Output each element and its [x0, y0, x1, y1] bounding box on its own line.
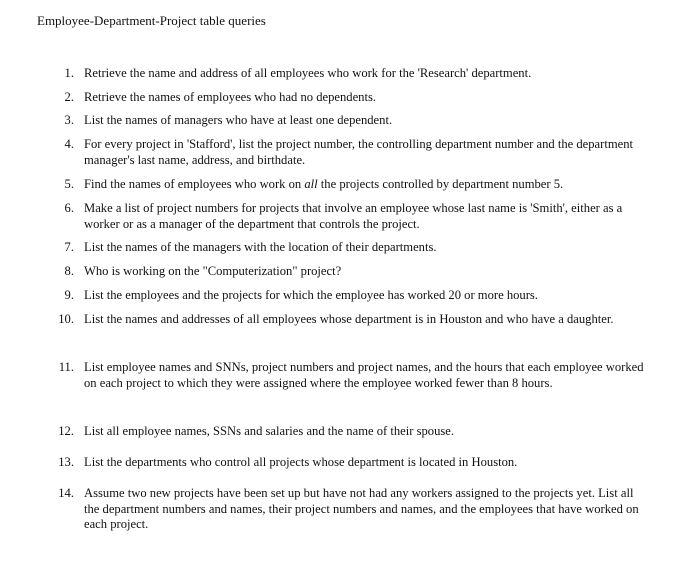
- question-text: List the names of the managers with the location of their departments.: [84, 240, 437, 254]
- question-number: 3.: [64, 113, 74, 127]
- question-number: 11.: [58, 360, 74, 374]
- question-text-part: the projects controlled by department number 5.: [317, 177, 564, 191]
- question-text: List the names of managers who have at least one dependent.: [84, 113, 393, 127]
- question-text: List the departments who control all projects whose department is located in Houston.: [84, 455, 518, 469]
- question-text: List all employee names, SSNs and salaries and the name of their spouse.: [84, 424, 455, 438]
- question-text-emphasis: all: [304, 177, 318, 191]
- question-number: 6.: [64, 201, 74, 215]
- question-number: 10.: [58, 312, 74, 326]
- question-number: 4.: [64, 137, 74, 151]
- question-text: [84, 177, 644, 193]
- question-number: 7.: [64, 240, 74, 254]
- question-text: Retrieve the name and address of all employees who work for the 'Research' department.: [84, 66, 532, 80]
- question-text: List the names and addresses of all employees whose department is in Houston and who have a daughter.: [84, 312, 614, 326]
- question-number: 14.: [58, 486, 74, 500]
- question-number: 9.: [64, 288, 74, 302]
- question-text: For every project in 'Stafford', list the project number, the controlling department number and the department manager's last name, address, and birthdate.: [84, 137, 634, 167]
- question-text: Retrieve the names of employees who had no dependents.: [84, 90, 377, 104]
- question-number: 13.: [58, 455, 74, 469]
- question-number: 8.: [64, 264, 74, 278]
- question-number: 1.: [64, 66, 74, 80]
- question-number: 2.: [64, 90, 74, 104]
- document-title: Employee-Department-Project table queries: [37, 13, 266, 28]
- question-text: List employee names and SNNs, project numbers and project names, and the hours that each employee worked on each project to which they were assigned where the employee worked fewer than 8 hours.: [84, 360, 644, 390]
- question-number: 5.: [64, 177, 74, 191]
- question-text: List the employees and the projects for which the employee has worked 20 or more hours.: [84, 288, 538, 302]
- question-text-part: Find the names of employees who work on: [84, 177, 305, 191]
- question-text: Make a list of project numbers for projects that involve an employee whose last name is 'Smith', either as a worker or as a manager of the department that controls the project.: [84, 201, 623, 231]
- question-text: Who is working on the "Computerization" project?: [84, 264, 342, 278]
- question-number: 12.: [58, 424, 74, 438]
- question-text: Assume two new projects have been set up but have not had any workers assigned to the projects yet. List all the department numbers and names, their project numbers and names, and the employees that have worked on each project.: [84, 486, 639, 531]
